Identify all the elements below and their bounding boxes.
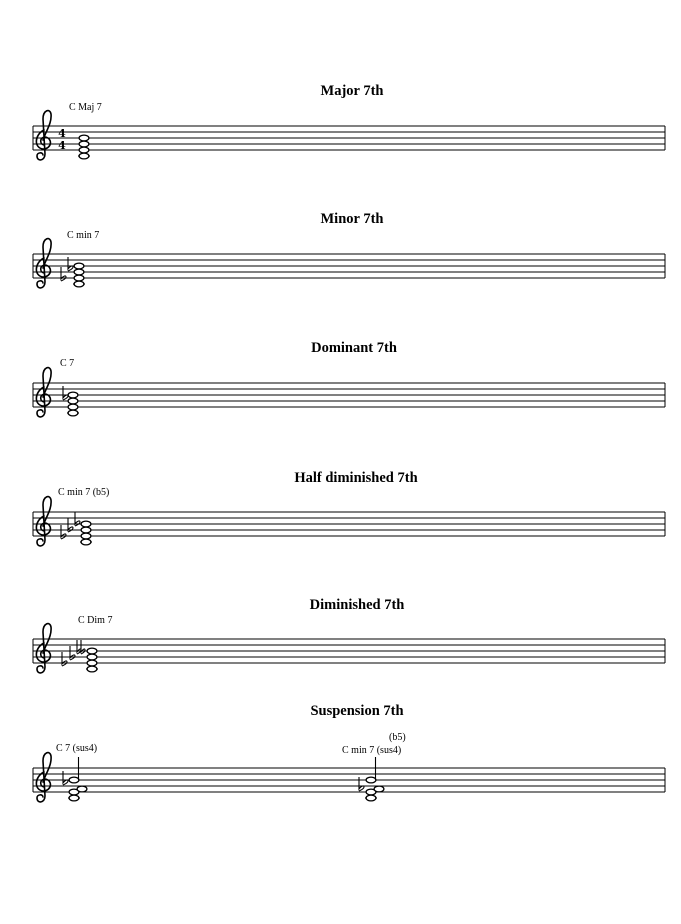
- chord-notes: [73, 263, 85, 287]
- staff: [33, 126, 665, 150]
- chord-notes: [80, 521, 92, 545]
- treble-clef-icon: [36, 624, 51, 673]
- staff: [33, 254, 665, 278]
- chord-notes: [78, 135, 90, 159]
- flat-icon: [61, 525, 66, 539]
- svg-text:4: 4: [58, 139, 66, 152]
- flat-icon: [63, 771, 68, 785]
- section-suspension-7th: [33, 703, 665, 802]
- staff: [33, 639, 665, 663]
- chord-symbol: C Maj 7: [69, 102, 102, 113]
- section-title: Minor 7th: [320, 211, 384, 227]
- chord-symbol: C 7: [60, 358, 75, 369]
- flat-icon: [70, 646, 75, 660]
- chord-symbol: C 7 (sus4): [56, 743, 98, 754]
- staff: [33, 768, 665, 792]
- chord-symbol: C min 7: [67, 230, 100, 241]
- chord-symbol: C min 7 (b5): [58, 487, 110, 498]
- section-title: Suspension 7th: [310, 703, 404, 719]
- section-title: Half diminished 7th: [294, 470, 418, 486]
- treble-clef-icon: [36, 239, 51, 288]
- flat-icon: [61, 267, 66, 281]
- svg-text:4: 4: [58, 127, 66, 140]
- treble-clef-icon: [36, 111, 51, 160]
- flat-icon: [68, 257, 73, 271]
- chord-symbol: C min 7 (sus4): [342, 745, 402, 756]
- flat-icon: [62, 652, 67, 666]
- double-flat-icon: [77, 640, 85, 654]
- treble-clef-icon: [36, 497, 51, 546]
- section-half-diminished-7th: [33, 470, 665, 546]
- chord-notes: [67, 392, 79, 416]
- section-major-7th: [33, 83, 665, 160]
- treble-clef-icon: [36, 753, 51, 802]
- staff: [33, 383, 665, 407]
- treble-clef-icon: [36, 368, 51, 417]
- section-title: Major 7th: [320, 83, 384, 99]
- chord-symbol: C Dim 7: [78, 615, 113, 626]
- flat-icon: [359, 777, 364, 791]
- flat-icon: [63, 386, 68, 400]
- chord-notes: [86, 648, 98, 672]
- section-diminished-7th: [33, 597, 665, 673]
- chord-superscript: (b5): [389, 732, 406, 743]
- staff: [33, 512, 665, 536]
- time-signature: [58, 127, 66, 152]
- chord-notes: [365, 757, 384, 801]
- chord-notes: [68, 757, 87, 801]
- section-title: Dominant 7th: [311, 340, 397, 356]
- section-title: Diminished 7th: [309, 597, 405, 613]
- section-minor-7th: [33, 211, 665, 288]
- section-dominant-7th: [33, 340, 665, 417]
